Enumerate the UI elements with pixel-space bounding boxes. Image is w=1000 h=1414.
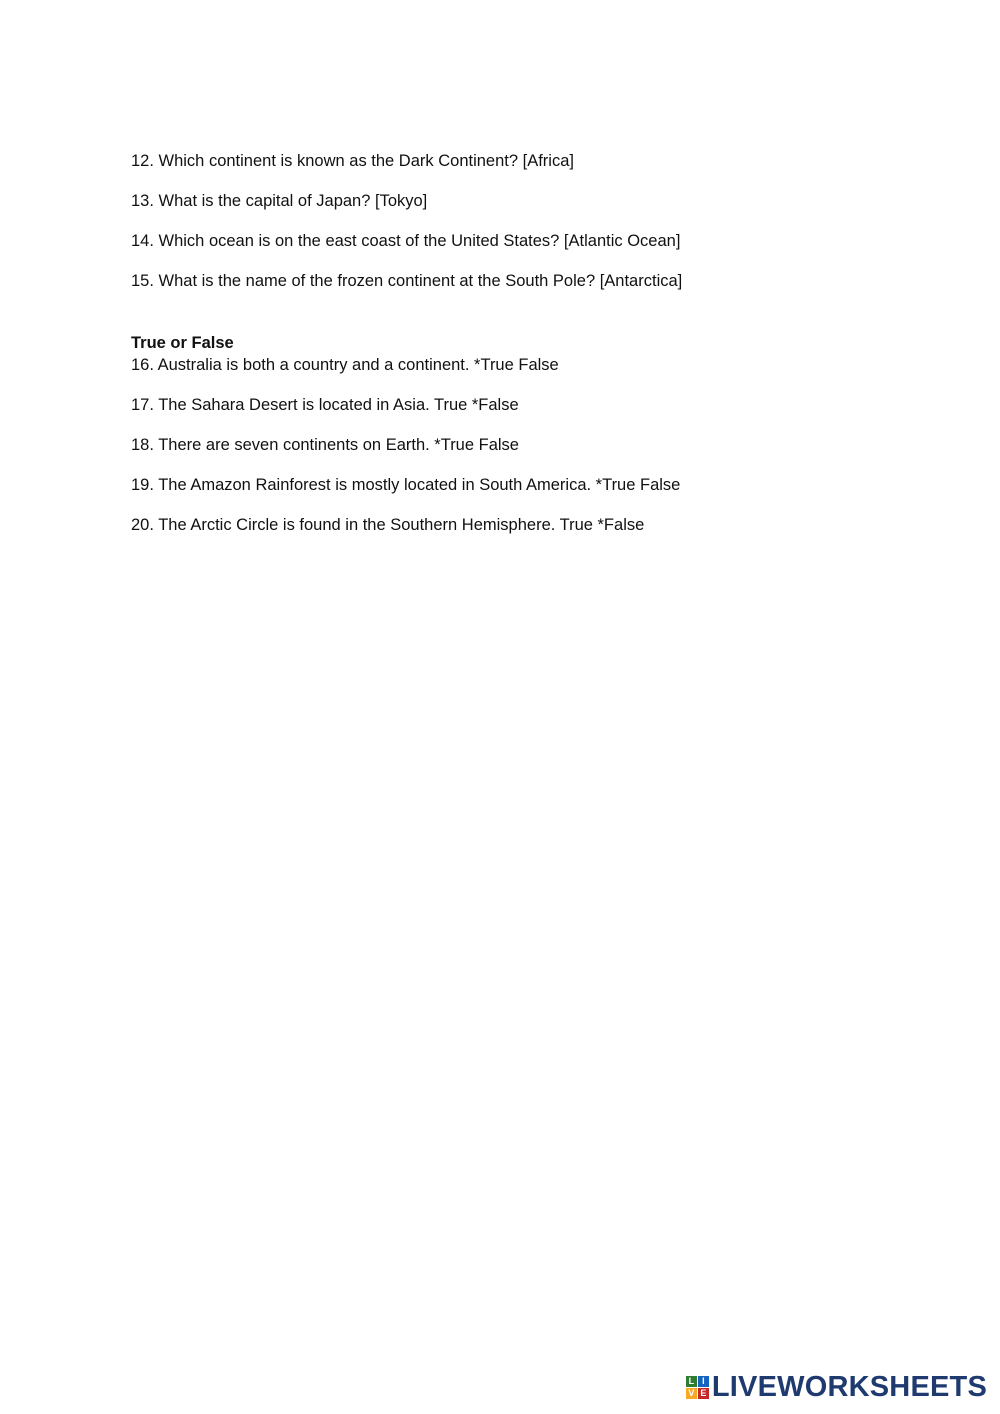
logo-tile-e: E xyxy=(698,1388,709,1399)
worksheet-content xyxy=(131,150,931,554)
question-16: 16. Australia is both a country and a continent. *True False xyxy=(131,356,559,374)
logo-tile-l: L xyxy=(686,1376,697,1387)
question-14: 14. Which ocean is on the east coast of the United States? [Atlantic Ocean] xyxy=(131,232,681,250)
question-18: 18. There are seven continents on Earth. *True False xyxy=(131,436,519,454)
true-false-list xyxy=(131,354,931,536)
question-12: 12. Which continent is known as the Dark Continent? [Africa] xyxy=(131,152,574,170)
section-title-true-false: True or False xyxy=(131,334,234,352)
logo-tile-v: V xyxy=(686,1388,697,1399)
question-13: 13. What is the capital of Japan? [Tokyo] xyxy=(131,192,428,210)
question-20: 20. The Arctic Circle is found in the Southern Hemisphere. True *False xyxy=(131,516,645,534)
question-15: 15. What is the name of the frozen continent at the South Pole? [Antarctica] xyxy=(131,272,683,290)
questions-list xyxy=(131,150,931,292)
logo-text: LIVEWORKSHEETS xyxy=(711,1371,987,1403)
logo-icon xyxy=(686,1376,709,1399)
question-17: 17. The Sahara Desert is located in Asia. True *False xyxy=(131,396,519,414)
question-19: 19. The Amazon Rainforest is mostly located in South America. *True False xyxy=(131,476,681,494)
liveworksheets-logo xyxy=(686,1372,987,1402)
logo-tile-i: I xyxy=(698,1376,709,1387)
